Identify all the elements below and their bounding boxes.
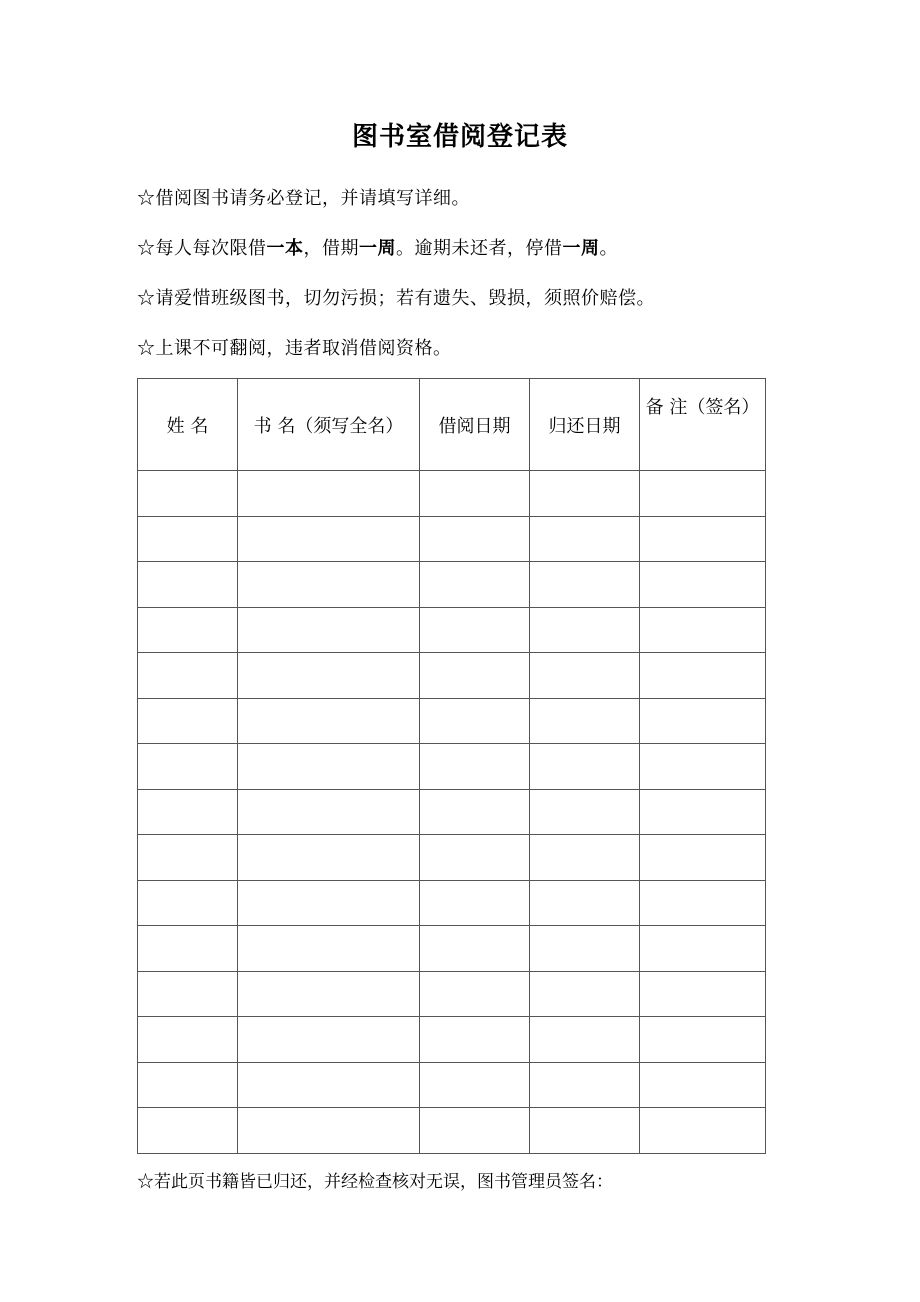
cell-book-title[interactable] [238, 835, 420, 881]
cell-borrow-date[interactable] [420, 926, 530, 972]
librarian-signature-line: ☆若此页书籍皆已归还，并经检查核对无误，图书管理员签名： [137, 1172, 613, 1192]
cell-book-title[interactable] [238, 1017, 420, 1063]
cell-book-title[interactable] [238, 744, 420, 790]
rule-text: ，借期 [303, 238, 359, 259]
table-body [138, 471, 766, 1154]
cell-book-title[interactable] [238, 926, 420, 972]
column-header-return-date: 归还日期 [530, 379, 640, 471]
rule-line-3 [137, 284, 655, 310]
rule-line-4 [137, 334, 452, 360]
cell-name[interactable] [138, 471, 238, 517]
column-header-remarks-signature: 备 注（签名） [640, 379, 766, 471]
table-row [138, 926, 766, 972]
cell-return-date[interactable] [530, 744, 640, 790]
cell-borrow-date[interactable] [420, 835, 530, 881]
cell-book-title[interactable] [238, 607, 420, 653]
cell-borrow-date[interactable] [420, 880, 530, 926]
table-row [138, 880, 766, 926]
rule-text: ☆上课不可翻阅，违者取消借阅资格。 [137, 338, 452, 359]
table-row [138, 653, 766, 699]
cell-remarks[interactable] [640, 516, 766, 562]
cell-return-date[interactable] [530, 471, 640, 517]
cell-borrow-date[interactable] [420, 1062, 530, 1108]
cell-book-title[interactable] [238, 880, 420, 926]
cell-name[interactable] [138, 744, 238, 790]
borrow-register-table [137, 378, 766, 1154]
cell-name[interactable] [138, 1017, 238, 1063]
table-row [138, 698, 766, 744]
cell-remarks[interactable] [640, 562, 766, 608]
cell-return-date[interactable] [530, 1062, 640, 1108]
page-title: 图书室借阅登记表 [351, 122, 568, 152]
cell-name[interactable] [138, 562, 238, 608]
column-header-name: 姓 名 [138, 379, 238, 471]
cell-borrow-date[interactable] [420, 1017, 530, 1063]
cell-remarks[interactable] [640, 880, 766, 926]
cell-return-date[interactable] [530, 1108, 640, 1154]
cell-remarks[interactable] [640, 607, 766, 653]
cell-return-date[interactable] [530, 880, 640, 926]
cell-borrow-date[interactable] [420, 516, 530, 562]
cell-remarks[interactable] [640, 698, 766, 744]
cell-name[interactable] [138, 607, 238, 653]
rule-line-1 [137, 184, 470, 210]
cell-remarks[interactable] [640, 653, 766, 699]
rule-text: 。逾期未还者，停借 [396, 238, 563, 259]
cell-remarks[interactable] [640, 744, 766, 790]
cell-return-date[interactable] [530, 1017, 640, 1063]
cell-return-date[interactable] [530, 607, 640, 653]
cell-book-title[interactable] [238, 653, 420, 699]
table-row [138, 835, 766, 881]
table-row [138, 607, 766, 653]
rule-line-2 [137, 234, 618, 260]
cell-borrow-date[interactable] [420, 971, 530, 1017]
table-row [138, 516, 766, 562]
cell-name[interactable] [138, 1108, 238, 1154]
table-row [138, 1017, 766, 1063]
cell-borrow-date[interactable] [420, 744, 530, 790]
table-header-row [138, 379, 766, 471]
cell-return-date[interactable] [530, 971, 640, 1017]
cell-name[interactable] [138, 880, 238, 926]
cell-name[interactable] [138, 926, 238, 972]
cell-book-title[interactable] [238, 971, 420, 1017]
cell-borrow-date[interactable] [420, 1108, 530, 1154]
table-row [138, 1062, 766, 1108]
column-header-borrow-date: 借阅日期 [420, 379, 530, 471]
cell-return-date[interactable] [530, 789, 640, 835]
rule-text: ☆请爱惜班级图书，切勿污损；若有遗失、毁损，须照价赔偿。 [137, 288, 655, 309]
cell-borrow-date[interactable] [420, 698, 530, 744]
cell-remarks[interactable] [640, 789, 766, 835]
cell-name[interactable] [138, 1062, 238, 1108]
table-row [138, 744, 766, 790]
cell-name[interactable] [138, 835, 238, 881]
column-header-book-title: 书 名（须写全名） [238, 379, 420, 471]
cell-borrow-date[interactable] [420, 562, 530, 608]
table-row [138, 1108, 766, 1154]
table-row [138, 971, 766, 1017]
cell-return-date[interactable] [530, 926, 640, 972]
cell-return-date[interactable] [530, 562, 640, 608]
cell-book-title[interactable] [238, 789, 420, 835]
cell-remarks[interactable] [640, 1017, 766, 1063]
cell-name[interactable] [138, 971, 238, 1017]
cell-return-date[interactable] [530, 516, 640, 562]
cell-book-title[interactable] [238, 1062, 420, 1108]
cell-name[interactable] [138, 653, 238, 699]
cell-remarks[interactable] [640, 1062, 766, 1108]
rule-text: ☆每人每次限借 [137, 238, 267, 259]
cell-name[interactable] [138, 698, 238, 744]
rule-text: 。 [599, 238, 618, 259]
cell-name[interactable] [138, 789, 238, 835]
cell-borrow-date[interactable] [420, 471, 530, 517]
cell-remarks[interactable] [640, 471, 766, 517]
cell-remarks[interactable] [640, 971, 766, 1017]
emphasis-text: 一周 [359, 238, 396, 259]
rule-text: ☆借阅图书请务必登记，并请填写详细。 [137, 188, 470, 209]
cell-return-date[interactable] [530, 835, 640, 881]
cell-borrow-date[interactable] [420, 607, 530, 653]
table-row [138, 789, 766, 835]
cell-remarks[interactable] [640, 835, 766, 881]
cell-remarks[interactable] [640, 926, 766, 972]
emphasis-text: 一本 [266, 238, 304, 259]
cell-book-title[interactable] [238, 562, 420, 608]
table-row [138, 562, 766, 608]
cell-borrow-date[interactable] [420, 653, 530, 699]
emphasis-text: 一周 [562, 238, 600, 259]
cell-book-title[interactable] [238, 471, 420, 517]
cell-return-date[interactable] [530, 653, 640, 699]
cell-remarks[interactable] [640, 1108, 766, 1154]
cell-book-title[interactable] [238, 698, 420, 744]
table-row [138, 471, 766, 517]
cell-return-date[interactable] [530, 698, 640, 744]
cell-borrow-date[interactable] [420, 789, 530, 835]
cell-book-title[interactable] [238, 1108, 420, 1154]
cell-name[interactable] [138, 516, 238, 562]
cell-book-title[interactable] [238, 516, 420, 562]
